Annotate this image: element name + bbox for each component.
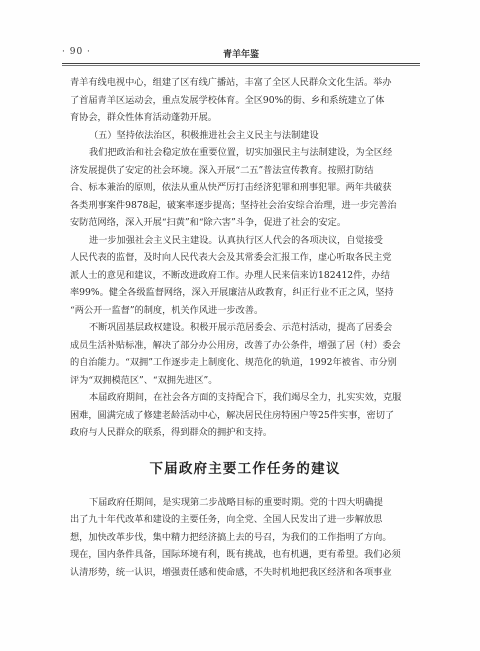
text-line: “两公开一监督”的制度，机关作风进一步改善。 xyxy=(70,304,264,316)
text-line: 人民代表的监督，及时向人民代表大会及其常委会汇报工作，虚心听取各民主党 xyxy=(70,252,392,263)
text-line: 青羊有线电视中心，组建了区有线广播站，丰富了全区人民群众文化生活。举办 xyxy=(70,77,392,88)
text-line: 各类刑事案件9878起，破案率逐步提高；坚持社会治安综合治理，进一步完善治 xyxy=(70,199,397,211)
text-block-previous-section xyxy=(70,74,420,442)
text-line: 成员生活补贴标准，解决了部分办公用房，改善了办公条件，增强了居（村）委会 xyxy=(70,339,401,351)
text-line: 了首届青羊区运动会，重点发展学校体育。全区90%的街、乡和系统建立了体 xyxy=(70,94,385,106)
header-title: 青羊年鉴 xyxy=(222,50,259,60)
text-line: 评为“双拥模范区”、“双拥先进区”。 xyxy=(70,374,218,386)
text-line: 出了九十年代改革和建设的主要任务，向全党、全国人民发出了进一步解放思 xyxy=(70,514,383,525)
text-line: 政府与人民群众的联系，得到群众的拥护和支持。 xyxy=(70,427,273,438)
header-rule-thin xyxy=(62,65,420,66)
text-line: 本届政府期间，在社会各方面的支持配合下，我们竭尽全力，扎实实效，克服 xyxy=(89,392,402,403)
text-line: 率99%。健全各级监督网络，深入开展廉洁从政教育，纠正行业不正之风，坚持 xyxy=(70,287,394,298)
section-title: 下届政府主要工作任务的建议 xyxy=(149,460,341,477)
body-text xyxy=(70,74,420,581)
text-line: 济发展提供了安定的社会环境。深入开展“二五”普法宣传教育。按照打防结 xyxy=(70,164,374,176)
text-line: 进一步加强社会主义民主建设。认真执行区人代会的各项决议，自觉接受 xyxy=(89,234,383,246)
text-line: 想，加快改革步伐，集中精力把经济搞上去的号召，为我们的工作指明了方向。 xyxy=(70,531,392,543)
text-line: 现在，国内条件具备，国际环境有利，既有挑战，也有机遇，更有希望。我们必须 xyxy=(70,549,401,560)
text-line: 认清形势，统一认识，增强责任感和使命感，不失时机地把我区经济和各项事业 xyxy=(70,566,392,578)
text-line: 不断巩固基层政权建设。积极开展示范居委会、示范村活动，提高了居委会 xyxy=(89,322,393,333)
text-line: 困难，圆满完成了修建老龄活动中心，解决居民住房特困户等25件实事，密切了 xyxy=(70,409,395,421)
text-line: 的自治能力。“双拥”工作逐步走上制度化、规范化的轨道，1992年被省、市分别 xyxy=(70,357,397,368)
text-line: 派人士的意见和建议，不断改进政府工作。办理人民来信来访182412件，办结 xyxy=(70,269,390,281)
header-rule xyxy=(62,63,420,64)
page-number: · 90 · xyxy=(62,47,91,57)
text-line: 合、标本兼治的原则，依法从重从快严厉打击经济犯罪和刑事犯罪。两年共破获 xyxy=(70,182,392,193)
text-line: 下届政府任期间，是实现第二步战略目标的重要时期。党的十四大明确提 xyxy=(89,496,383,508)
text-line: 育协会，群众性体育活动蓬勃开展。 xyxy=(70,112,217,123)
text-line: 我们把政治和社会稳定放在重要位置，切实加强民主与法制建设，为全区经 xyxy=(89,147,393,158)
text-line: 安防范网络，深入开展“扫黄”和“除六害”斗争，促进了社会的安定。 xyxy=(70,217,347,228)
text-block-new-section xyxy=(70,494,420,582)
text-line: （五）坚持依法治区，积极推进社会主义民主与法制建设 xyxy=(89,129,319,141)
